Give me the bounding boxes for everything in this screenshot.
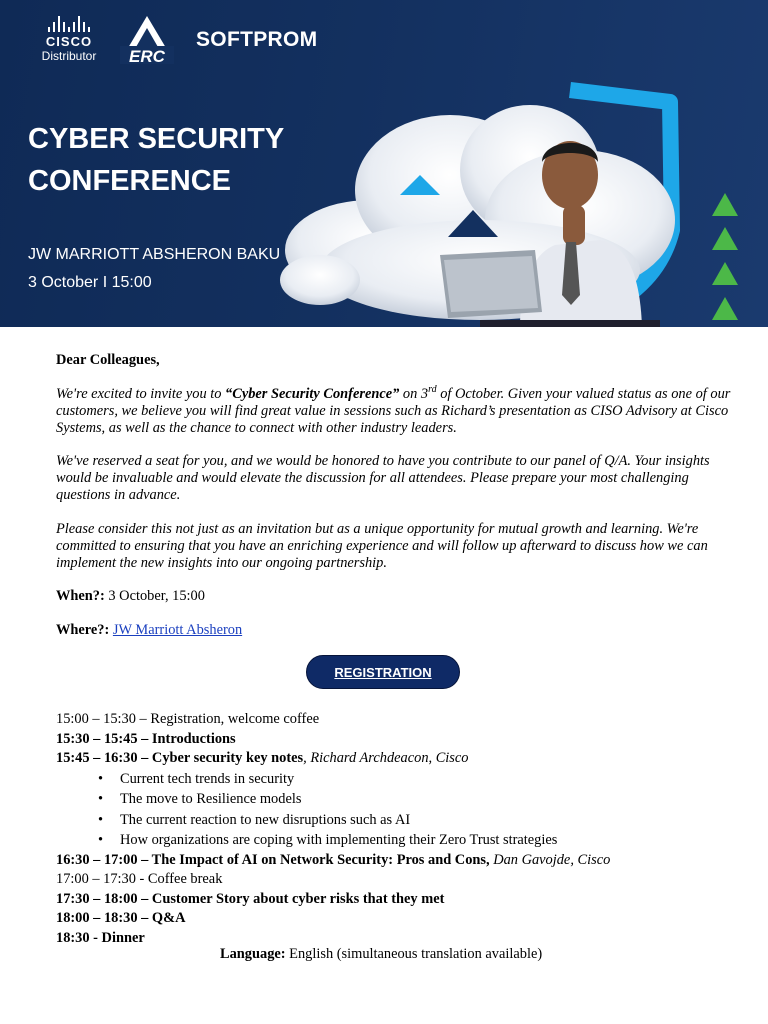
p3-text: Please consider this not just as an invitation but as a unique opportunity for mutual growth and learning. We're committed to ensuring that you have an enriching experience and will follow up afterward to discuss how we can implement the new insights into our ongoing partnership. — [56, 521, 708, 571]
agenda-item — [56, 749, 746, 769]
triangle-icon — [712, 262, 738, 285]
p1-text-a: We're excited to invite you to — [56, 386, 226, 402]
cisco-logo-word: CISCO — [45, 34, 93, 49]
language-label: Language: — [220, 946, 286, 962]
agenda-item: 15:00 – 15:30 – Registration, welcome coffee — [56, 711, 320, 727]
list-item: • Current tech trends in security — [56, 769, 746, 790]
when-line — [56, 588, 736, 605]
ordinal-suffix: rd — [428, 384, 437, 396]
agenda-item: 18:00 – 18:30 – Q&A — [56, 910, 186, 926]
agenda-item-title: 16:30 – 17:00 – The Impact of AI on Network Security: Pros and Cons, — [56, 851, 490, 868]
when-value: 3 October, 15:00 — [104, 588, 205, 604]
registration-button[interactable]: REGISTRATION — [306, 655, 460, 689]
language-value: English (simultaneous translation available) — [285, 946, 543, 962]
triangle-icons — [712, 193, 738, 320]
triangle-icon — [712, 227, 738, 250]
agenda-item-title: 15:45 – 16:30 – Cyber security key notes — [56, 750, 304, 766]
when-label: When?: — [56, 588, 105, 604]
erc-logo-word: ERC — [129, 47, 165, 66]
agenda-item: 17:00 – 17:30 - Coffee break — [56, 871, 223, 887]
cisco-logo — [34, 16, 104, 63]
venue-link[interactable]: JW Marriott Absheron — [112, 622, 243, 638]
list-item: • How organizations are coping with implementing their Zero Trust strategies — [56, 830, 746, 851]
agenda-item: 15:30 – 15:45 – Introductions — [56, 730, 236, 747]
softprom-logo: SOFTPROM — [196, 28, 318, 51]
agenda-item-speaker: , Richard Archdeacon, Cisco — [303, 750, 469, 766]
erc-logo-icon — [118, 14, 176, 66]
agenda-item-speaker: Dan Gavojde, Cisco — [489, 851, 611, 868]
list-item: • The current reaction to new disruptions such as AI — [56, 810, 746, 831]
language-line — [220, 946, 542, 963]
keynote-topics-list — [56, 769, 746, 851]
venue-name: JW MARRIOTT ABSHERON BAKU — [28, 246, 281, 263]
event-name: “Cyber Security Conference” — [225, 386, 400, 402]
triangle-icon — [712, 193, 738, 216]
p1-text-b: on 3 — [399, 386, 429, 402]
agenda-item — [56, 851, 746, 871]
agenda — [56, 710, 746, 948]
paragraph-3 — [56, 521, 736, 572]
venue-block — [28, 241, 280, 297]
greeting: Dear Colleagues, — [56, 352, 160, 368]
paragraph-2 — [56, 453, 736, 504]
agenda-item: 18:30 - Dinner — [56, 929, 145, 946]
agenda-item: 17:30 – 18:00 – Customer Story about cyber risks that they met — [56, 890, 445, 907]
where-label: Where?: — [56, 622, 110, 638]
p1-text-c: of October. Given your valued status as one of our customers, we believe you will find great value in sessions such as Richard’s presentation as CISO Advisory at Cisco Systems, as well as the chance to connect with other industry leaders. — [56, 386, 731, 436]
p2-text: We've reserved a seat for you, and we would be honored to have you contribute to our panel of Q/A. Your insights would be invaluable and would elevate the discussion for all attendees. Please prepare your most challenging questions in advance. — [56, 453, 710, 503]
where-line — [56, 622, 736, 639]
event-date-time: 3 October I 15:00 — [28, 274, 152, 291]
cisco-bars-icon — [34, 16, 104, 32]
hero-illustration — [280, 80, 768, 327]
paragraph-1 — [56, 386, 736, 437]
conference-title-line-2: CONFERENCE — [28, 165, 232, 197]
cisco-logo-subtitle: Distributor — [41, 49, 97, 63]
triangle-icon — [712, 297, 738, 320]
hero-banner — [0, 0, 768, 327]
list-item: • The move to Resilience models — [56, 789, 746, 810]
conference-title-line-1: CYBER SECURITY — [28, 123, 285, 155]
conference-title — [28, 118, 284, 202]
